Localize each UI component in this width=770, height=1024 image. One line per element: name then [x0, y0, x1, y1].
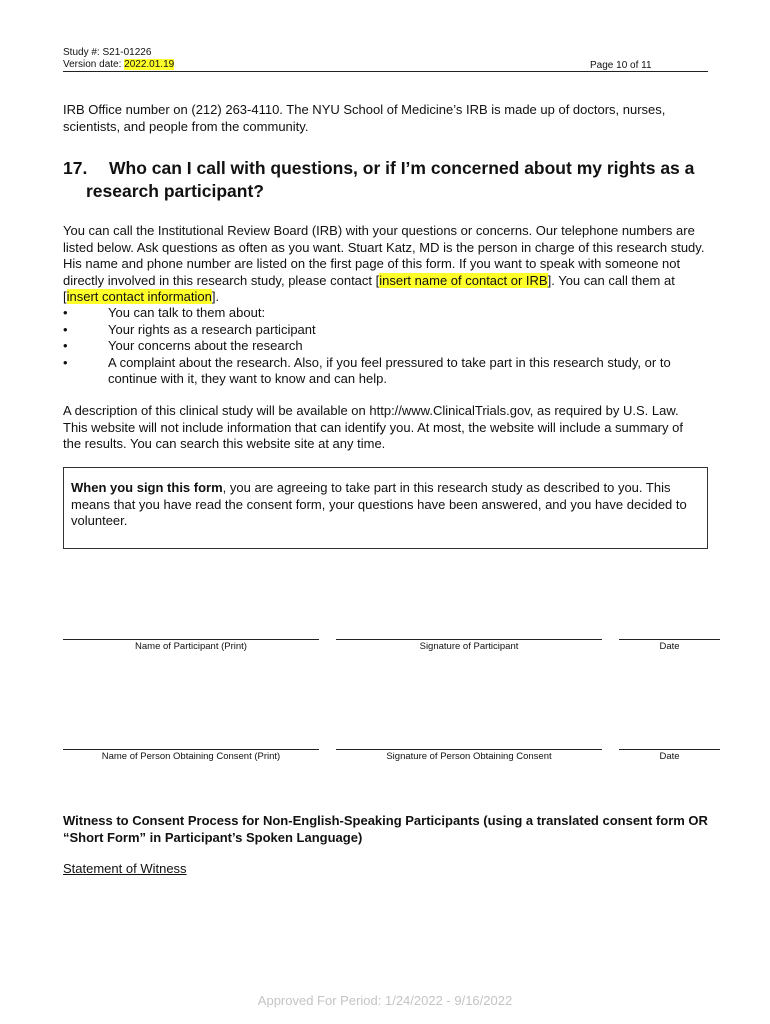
list-item [63, 338, 713, 355]
clinical-trials-paragraph: A description of this clinical study will be available on http://www.ClinicalTrials.gov, as required by U.S. Law. This website will not include information that can identify you. At most, the website will include a summary of the results. You can search this website site at any time. [63, 403, 683, 451]
section-heading [63, 157, 713, 203]
participant-name-label: Name of Participant (Print) [135, 641, 247, 652]
list-item [63, 355, 713, 388]
header-rule [63, 71, 708, 72]
obtainer-date-line[interactable] [619, 749, 720, 750]
obtainer-signature-label: Signature of Person Obtaining Consent [386, 751, 552, 762]
bullet-list [63, 305, 713, 388]
participant-signature-line[interactable] [336, 639, 602, 640]
consent-notice-text: , you are agreeing to take part in this research study as described to you. This means that you have read the consent form, your questions have been answered, and you have decided to volunteer. [71, 480, 687, 528]
irb-paragraph-text-3: ]. [211, 289, 220, 304]
study-label: Study #: [63, 47, 100, 58]
witness-heading: Witness to Consent Process for Non-English-Speaking Participants (using a translated consent form OR “Short Form” in Participant’s Spoken Language) [63, 813, 708, 845]
section-number: 17. [63, 158, 88, 178]
irb-contact-paragraph [63, 223, 711, 306]
participant-signature-label: Signature of Participant [419, 641, 519, 652]
statement-of-witness: Statement of Witness [63, 861, 187, 876]
list-item [63, 322, 713, 339]
contact-name-placeholder: insert name of contact or IRB [379, 272, 548, 288]
obtainer-signature-line[interactable] [336, 749, 602, 750]
participant-date-label: Date [659, 641, 680, 652]
version-date-line [63, 59, 174, 70]
bullet-dot: • [63, 338, 68, 353]
bullet-dot: • [63, 354, 68, 370]
bullet-dot: • [63, 305, 68, 320]
participant-name-line[interactable] [63, 639, 319, 640]
bullet-dot: • [63, 321, 68, 337]
bullet-text: Your concerns about the research [108, 338, 303, 353]
contact-info-placeholder: insert contact information [66, 289, 212, 304]
obtainer-name-label: Name of Person Obtaining Consent (Print) [101, 751, 281, 762]
study-number-line [63, 47, 151, 58]
study-number: S21-01226 [102, 47, 152, 58]
consent-notice-lead: When you sign this form [71, 480, 223, 495]
list-item [63, 305, 713, 322]
irb-paragraph-text-2: ]. You can call them at [ [63, 272, 675, 304]
irb-paragraph-text-1: You can call the Institutional Review Board (IRB) with your questions or concerns. Our telephone numbers are listed below. Ask questions as often as you want. Stuart Katz, MD is the person in charge of this research study. His name and phone number are listed on the first page of this form. If you want to speak with someone not directly involved in this research study, please contact [ [63, 223, 705, 288]
participant-date-line[interactable] [619, 639, 720, 640]
bullet-text: Your rights as a research participant [108, 321, 316, 337]
intro-paragraph: IRB Office number on (212) 263-4110. The NYU School of Medicine’s IRB is made up of doctors, nurses, scientists, and people from the community. [63, 102, 666, 134]
section-title-line2: research participant? [86, 181, 264, 201]
page-number: Page 10 of 11 [590, 60, 652, 71]
obtainer-date-label: Date [659, 751, 680, 762]
approval-footer: Approved For Period: 1/24/2022 - 9/16/2022 [257, 993, 513, 1008]
consent-notice-box [63, 467, 708, 549]
obtainer-name-line[interactable] [63, 749, 319, 750]
version-label: Version date: [63, 59, 122, 70]
bullet-text: A complaint about the research. Also, if you feel pressured to take part in this research study, or to continue with it, they want to know and can help. [108, 354, 671, 386]
section-title-line1: Who can I call with questions, or if I’m concerned about my rights as a [109, 158, 695, 178]
bullet-text: You can talk to them about: [108, 305, 266, 320]
version-date: 2022.01.19 [124, 59, 175, 70]
